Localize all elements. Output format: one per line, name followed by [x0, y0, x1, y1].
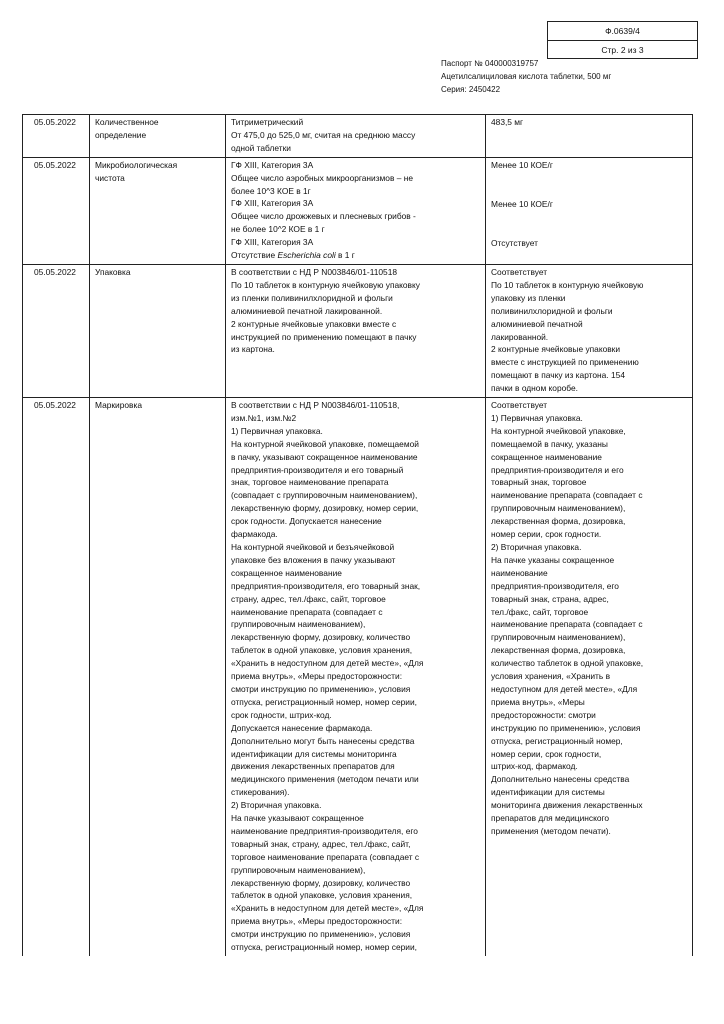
text-line: предприятия-производителя, его товарный знак,: [231, 580, 421, 591]
text-line: Дополнительно могут быть нанесены средства: [231, 735, 415, 746]
product-name: Ацетилсалициловая кислота таблетки, 500 мг: [441, 72, 612, 82]
text-line: тел./факс, сайт, торговое: [491, 606, 589, 617]
text-line: срок годности. Допускается нанесение: [231, 516, 382, 527]
text-line: страну, адрес, тел./факс, сайт, торговое: [231, 593, 386, 604]
spec-suffix: в 1 г: [335, 250, 355, 261]
text-line: более 10^3 КОЕ в 1г: [231, 185, 311, 196]
text-line: По 10 таблеток в контурную ячейковую: [491, 279, 644, 290]
text-line: Отсутствует: [491, 237, 538, 248]
row-parameter: [90, 398, 226, 956]
text-line: 483,5 мг: [491, 117, 524, 127]
text-line: наименование препарата (совпадает с: [491, 490, 643, 501]
row-specification: [226, 398, 486, 956]
text-line: таблеток в одной упаковке, условия хранения,: [231, 645, 413, 656]
text-line: таблеток в одной упаковке, условия хранения,: [231, 890, 413, 901]
text-line: смотри инструкцию по применению», условия: [231, 683, 411, 694]
page-number: Стр. 2 из 3: [548, 40, 697, 59]
form-code-box: [547, 21, 698, 59]
text-line: лекарственная форма, дозировка,: [491, 516, 626, 527]
spec-lines: [231, 159, 480, 249]
text-line: На контурной ячейковой упаковке,: [491, 425, 626, 436]
text-line: группировочным наименованием),: [491, 632, 626, 643]
text-line: Менее 10 КОЕ/г: [491, 159, 553, 170]
text-line: сокращенное наименование: [231, 567, 342, 578]
text-line: 1) Первичная упаковка.: [491, 412, 583, 423]
row-date: 05.05.2022: [23, 398, 90, 956]
text-line: лекарственная форма, дозировка,: [491, 645, 626, 656]
row-date: 05.05.2022: [23, 157, 90, 264]
text-line: В соответствии с НД Р N003846/01-110518: [231, 266, 398, 277]
text-line: приема внутрь», «Меры предосторожности:: [231, 916, 403, 927]
passport-number: Паспорт № 040000319757: [441, 59, 539, 68]
text-line: инструкцией по применению помещают в пачку: [231, 331, 417, 342]
text-line: [491, 185, 687, 198]
text-line: В соответствии с НД Р N003846/01-110518,: [231, 400, 400, 411]
row-parameter: [90, 264, 226, 397]
text-line: наименование: [491, 567, 548, 578]
text-line: Общее число аэробных микроорганизмов – не: [231, 172, 414, 183]
row-specification: [226, 115, 486, 158]
text-line: предприятия-производителя, его: [491, 580, 619, 591]
text-line: отпуска, регистрационный номер, номер серии,: [231, 696, 417, 707]
text-line: штрих-код, фармакод.: [491, 761, 578, 772]
text-line: Допускается нанесение фармакода.: [231, 722, 373, 733]
text-line: приема внутрь», «Меры предосторожности:: [231, 671, 403, 682]
table-row: [23, 264, 693, 397]
text-line: номер серии, срок годности.: [491, 529, 602, 540]
text-line: 2 контурные ячейковые упаковки: [491, 344, 621, 355]
text-line: фармакода.: [231, 529, 278, 540]
text-line: мониторинга движения лекарственных: [491, 800, 643, 811]
table-row: [23, 398, 693, 956]
text-line: На пачке указаны сокращенное: [491, 554, 615, 565]
row-date: 05.05.2022: [23, 115, 90, 158]
text-line: лекарственную форму, дозировку, количество: [231, 877, 411, 888]
text-line: (совпадает с группировочным наименованием),: [231, 490, 418, 501]
passport-header: [441, 57, 611, 97]
text-line: 2 контурные ячейковые упаковки вместе с: [231, 318, 397, 329]
text-line: лакированной.: [491, 331, 549, 342]
text-line: недоступном для детей месте», «Для: [491, 683, 638, 694]
text-line: вместе с инструкцией по применению: [491, 357, 639, 368]
text-line: медицинского применения (методом печати или: [231, 774, 419, 785]
row-result: [486, 115, 693, 158]
text-line: Соответствует: [491, 266, 548, 277]
text-line: применения (методом печати).: [491, 825, 611, 836]
text-line: Менее 10 КОЕ/г: [491, 198, 553, 209]
text-line: На контурной ячейковой упаковке, помещаемой: [231, 438, 419, 449]
text-line: смотри инструкцию по применению», условия: [231, 929, 411, 940]
text-line: наименование препарата (совпадает с: [231, 606, 383, 617]
text-line: алюминиевой печатной: [491, 318, 583, 329]
text-line: [491, 172, 687, 185]
text-line: От 475,0 до 525,0 мг, считая на среднюю массу: [231, 129, 416, 140]
text-line: «Хранить в недоступном для детей месте», «Для: [231, 658, 424, 669]
text-line: Упаковка: [95, 266, 131, 277]
text-line: количество таблеток в одной упаковке,: [491, 658, 644, 669]
text-line: стикерования).: [231, 787, 290, 798]
text-line: изм.№1, изм.№2: [231, 412, 297, 423]
text-line: [491, 224, 687, 237]
text-line: предосторожности: смотри: [491, 709, 596, 720]
text-line: чистота: [95, 172, 125, 183]
text-line: идентификации для системы: [491, 787, 605, 798]
text-line: приема внутрь», «Меры: [491, 696, 585, 707]
row-result: [486, 157, 693, 264]
text-line: пачки в одном коробе.: [491, 383, 578, 394]
text-line: отпуска, регистрационный номер, номер серии,: [231, 942, 417, 953]
text-line: лекарственную форму, дозировку, количество: [231, 632, 411, 643]
text-line: предприятия-производителя и его товарный: [231, 464, 404, 475]
text-line: Общее число дрожжевых и плесневых грибов -: [231, 211, 416, 222]
text-line: группировочным наименованием),: [231, 619, 366, 630]
text-line: На контурной ячейковой и безъячейковой: [231, 542, 395, 552]
organism-name: Escherichia coli: [277, 250, 336, 261]
text-line: из картона.: [231, 344, 275, 355]
text-line: На пачке указывают сокращенное: [231, 813, 364, 824]
text-line: предприятия-производителя и его: [491, 464, 624, 475]
text-line: срок годности, штрих-код.: [231, 709, 332, 720]
text-line: знак, торговое наименование препарата: [231, 477, 389, 488]
text-line: препаратов для медицинского: [491, 813, 610, 824]
spec-prefix: Отсутствие: [231, 250, 278, 261]
text-line: 2) Вторичная упаковка.: [491, 542, 582, 552]
text-line: группировочным наименованием),: [491, 503, 626, 514]
row-specification: [226, 157, 486, 264]
row-date: 05.05.2022: [23, 264, 90, 397]
text-line: «Хранить в недоступном для детей месте», «Для: [231, 903, 424, 914]
text-line: из пленки поливинилхлоридной и фольги: [231, 292, 393, 303]
text-line: 1) Первичная упаковка.: [231, 425, 323, 436]
text-line: торговое наименование препарата (совпадает с: [231, 851, 420, 862]
text-line: Титриметрический: [231, 117, 304, 127]
text-line: помещаемой в пачку, указаны: [491, 438, 608, 449]
text-line: Количественное: [95, 117, 159, 127]
text-line: сокращенное наименование: [491, 451, 602, 462]
text-line: товарный знак, страна, адрес,: [491, 593, 609, 604]
text-line: упаковке без вложения в пачку указывают: [231, 554, 396, 565]
text-line: ГФ XIII, Категория 3А: [231, 198, 314, 209]
text-line: По 10 таблеток в контурную ячейковую упаковку: [231, 279, 420, 290]
text-line: условия хранения, «Хранить в: [491, 671, 611, 682]
text-line: движения лекарственных препаратов для: [231, 761, 395, 772]
test-results-table: [22, 114, 693, 956]
row-parameter: [90, 157, 226, 264]
text-line: наименование предприятия-производителя, его: [231, 825, 418, 836]
text-line: товарный знак, торговое: [491, 477, 587, 488]
row-result: [486, 264, 693, 397]
text-line: инструкцию по применению», условия: [491, 722, 641, 733]
text-line: алюминиевой печатной лакированной.: [231, 305, 383, 316]
text-line: ГФ XIII, Категория 3А: [231, 237, 314, 248]
text-line: идентификации для системы мониторинга: [231, 748, 397, 759]
text-line: упаковку из пленки: [491, 292, 566, 303]
text-line: наименование препарата (совпадает с: [491, 619, 643, 630]
text-line: Дополнительно нанесены средства: [491, 774, 630, 785]
text-line: [491, 211, 687, 224]
row-specification: [226, 264, 486, 397]
text-line: лекарственную форму, дозировку, номер серии,: [231, 503, 419, 514]
form-code: Ф.0639/4: [605, 26, 640, 36]
text-line: определение: [95, 129, 147, 140]
text-line: в пачку, указывают сокращенное наименование: [231, 451, 418, 462]
text-line: номер серии, срок годности,: [491, 748, 602, 759]
text-line: группировочным наименованием),: [231, 864, 366, 875]
text-line: одной таблетки: [231, 142, 291, 153]
text-line: Микробиологическая: [95, 159, 178, 170]
text-line: Маркировка: [95, 400, 142, 411]
row-parameter: [90, 115, 226, 158]
spec-last-line: [231, 249, 480, 262]
text-line: ГФ XIII, Категория 3А: [231, 159, 314, 170]
table-row: [23, 115, 693, 158]
row-result: [486, 398, 693, 956]
text-line: отпуска, регистрационный номер,: [491, 735, 623, 746]
table-row: [23, 157, 693, 264]
text-line: не более 10^2 КОЕ в 1 г: [231, 224, 325, 235]
text-line: товарный знак, страну, адрес, тел./факс, сайт,: [231, 838, 411, 849]
text-line: помещают в пачку из картона. 154: [491, 370, 625, 381]
text-line: поливинилхлоридной и фольги: [491, 305, 613, 316]
text-line: Соответствует: [491, 400, 548, 411]
series-number: Серия: 2450422: [441, 85, 501, 95]
text-line: 2) Вторичная упаковка.: [231, 800, 322, 811]
